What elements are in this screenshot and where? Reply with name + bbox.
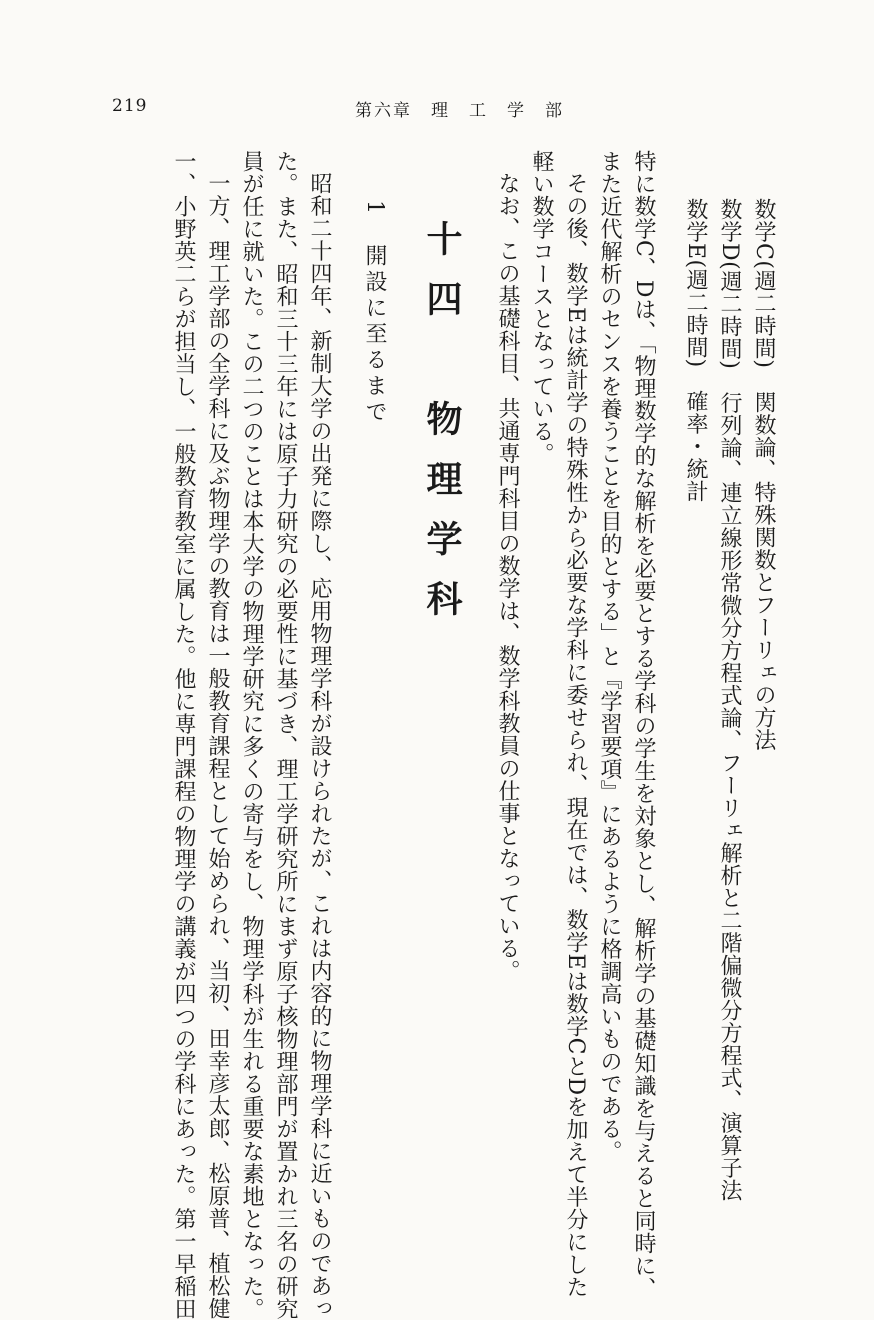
paragraph-line: その後、数学Eは統計学の特殊性から必要な学科に委せられ、現在では、数学Eは数学CとDを加えて半分にした bbox=[563, 172, 588, 1299]
subsection-title: 1 開設に至るまで bbox=[362, 200, 387, 426]
paragraph-line: 一、小野英二らが担当し、一般教育教室に属した。他に専門課程の物理学の講義が四つの学科にあった。第一早稲田 bbox=[171, 150, 196, 1320]
paragraph-line: なお、この基礎科目、共通専門科目の数学は、数学科教員の仕事となっている。 bbox=[495, 172, 520, 982]
page-number: 219 bbox=[112, 96, 148, 116]
course-list-item: 数学D(週二時間) 行列論、連立線形常微分方程式論、フーリェ解析と二階偏微分方程式、演算子法 bbox=[717, 198, 742, 1202]
spacer bbox=[336, 150, 354, 1160]
paragraph-line: 一方、理工学部の全学科に及ぶ物理学の教育は一般教育課程として始められ、当初、田幸彦太郎、松原普、植松健 bbox=[205, 172, 230, 1320]
body-text bbox=[80, 150, 780, 1320]
spacer bbox=[660, 150, 678, 1160]
paragraph-line: 特に数学C、Dは、「物理数学的な解析を必要とする学科の学生を対象とし、解析学の基礎知識を与えると同時に、 bbox=[631, 150, 656, 1300]
paragraph-line: 昭和二十四年、新制大学の出発に際し、応用物理学科が設けられたが、これは内容的に物理学科に近いものであっ bbox=[307, 172, 332, 1320]
course-list-item: 数学C(週二時間) 関数論、特殊関数とフーリェの方法 bbox=[751, 198, 776, 751]
section-title: 十四 物理学科 bbox=[421, 220, 463, 640]
course-list-item: 数学E(週二時間) 確率・統計 bbox=[683, 198, 708, 503]
spacer bbox=[472, 150, 490, 1160]
running-head: 第六章 理 工 学 部 bbox=[355, 101, 564, 121]
spacer bbox=[394, 150, 412, 1160]
paragraph-line: また近代解析のセンスを養うことを目的とする」と『学習要項』にあるように格調高いものである。 bbox=[597, 150, 622, 1163]
paragraph-line: 員が任に就いた。この二つのことは本大学の物理学研究に多くの寄与をし、物理学科が生れる重要な素地となった。 bbox=[239, 150, 264, 1320]
paragraph-line: 軽い数学コースとなっている。 bbox=[529, 150, 554, 465]
paragraph-line: た。また、昭和三十三年には原子力研究の必要性に基づき、理工学研究所にまず原子核物理部門が置かれ三名の研究 bbox=[273, 150, 298, 1320]
